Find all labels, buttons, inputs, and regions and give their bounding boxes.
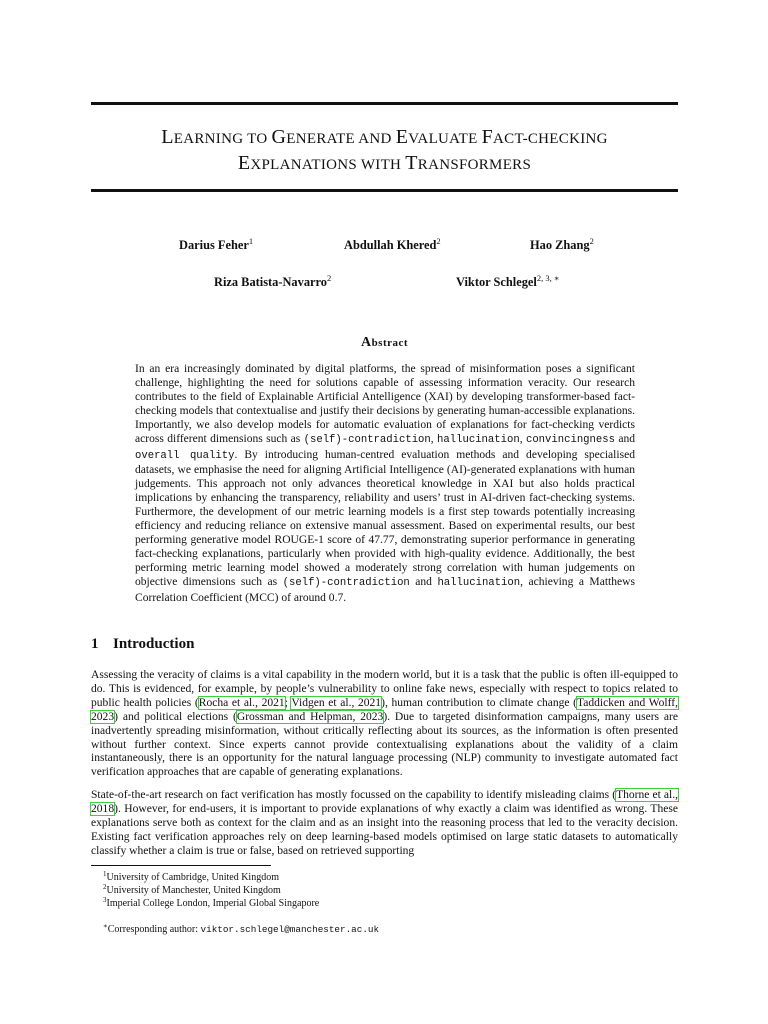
citation-link[interactable]: Thorne et al., 2018 <box>91 789 679 815</box>
footnote-marker: ∗ <box>103 922 108 930</box>
citation-link[interactable]: Vidgen et al., 2021 <box>291 696 382 709</box>
title-capital: F <box>481 126 494 148</box>
title-smallcaps: XPLANATIONS WITH <box>250 157 406 173</box>
code-term: overall quality <box>135 449 235 462</box>
title-rule-bottom <box>91 189 678 192</box>
text-run: , <box>430 433 438 446</box>
footnote-marker: 2 <box>103 883 107 891</box>
footnote-label: Corresponding author: <box>107 924 201 935</box>
author-abdullah-khered <box>344 236 441 253</box>
text-run: , achieving a Matthews Correlation Coefficient (MCC) of around 0.7. <box>135 576 635 604</box>
title-capital: G <box>271 126 287 148</box>
author-affiliation: 2 <box>327 273 332 283</box>
section-heading-introduction <box>91 636 194 653</box>
author-name: Abdullah Khered <box>344 238 437 252</box>
intro-paragraph-2 <box>91 789 678 859</box>
text-run: ; <box>284 696 292 709</box>
text-run: . By introducing human-centred evaluation methods and developing specialised datasets, we emphasise the need for aligning Artificial Intelligence (AI)-generated explanations with human judgements. This approach not only advances theoretical knowledge in XAI but also holds practical implications by enhancing the transparency, reliability and users’ trust in AI-driven fact-checking systems. Furthermore, the development of our metric learning models is a first step towards potentially increasing efficiency and reducing reliance on extensive manual assessment. Based on experimental results, our best performing generative model ROUGE-1 score of 47.77, demonstrating superior performance in generating fact-checking explanations, particularly when provided with high-quality evidence. Additionally, the best performing metric learning model showed a moderately strong correlation with human judgements on objective dimensions such as <box>135 448 635 589</box>
author-name: Viktor Schlegel <box>456 275 537 289</box>
footnote-affiliation-3 <box>103 894 319 910</box>
citation-link[interactable]: Grossman and Helpman, 2023 <box>236 710 384 723</box>
intro-paragraph-1 <box>91 669 678 780</box>
title-smallcaps: EARNING TO <box>173 131 272 147</box>
abstract-text <box>135 362 635 605</box>
text-run: ), human contribution to climate change ( <box>381 696 578 709</box>
footnote-text: University of Cambridge, United Kingdom <box>106 872 279 883</box>
footnote-marker: 3 <box>103 896 107 904</box>
author-riza-batista-navarro <box>214 273 331 290</box>
title-capital: E <box>237 152 251 174</box>
author-name: Darius Feher <box>179 238 249 252</box>
footnote-marker: 1 <box>103 870 107 878</box>
text-run: ). However, for end-users, it is important to provide explanations of why exactly a claim was identified as wrong. These explanations serve both as context for the claim and as an insight into the reasoning process that led to the veracity decision. Existing fact verification approaches rely on deep learning-based models optimised on large static datasets to automatically classify whether a claim is true or false, based on retrieved supporting <box>91 802 678 857</box>
paper-title-line-1 <box>91 124 678 152</box>
author-name: Hao Zhang <box>530 238 590 252</box>
code-term: convincingness <box>525 434 615 447</box>
paper-title-line-2 <box>91 150 678 178</box>
abstract-heading-rest: bstract <box>371 337 409 349</box>
text-run: ) and political elections ( <box>114 710 237 723</box>
abstract-heading-cap: A <box>360 335 372 350</box>
title-smallcaps: ENERATE AND <box>286 131 396 147</box>
code-term: (self)-contradiction <box>282 577 410 590</box>
author-viktor-schlegel <box>456 273 560 290</box>
author-affiliation: 2 <box>436 236 441 246</box>
title-capital: L <box>161 126 174 148</box>
title-rule-top <box>91 102 678 105</box>
author-name: Riza Batista-Navarro <box>214 275 327 289</box>
text-run: ). Due to targeted disinformation campaigns, many users are inadvertently spreading misinformation, without critically reflecting about its sources, as the information is often presented without further context. Since experts cannot provide contextualising explanations about the validity of a claim instantaneously, there is an opportunity for the natural language processing (NLP) community to investigate automated fact verification approaches that are capable of generating explanations. <box>91 710 679 779</box>
footnote-text: University of Manchester, United Kingdom <box>106 885 281 896</box>
title-capital: T <box>405 152 418 174</box>
footnote-text: Imperial College London, Imperial Global Singapore <box>106 898 320 909</box>
footnote-rule <box>91 865 271 866</box>
title-smallcaps: ACT-CHECKING <box>493 131 608 147</box>
code-term: (self)-contradiction <box>303 434 431 447</box>
text-run: In an era increasingly dominated by digital platforms, the spread of misinformation poses a significant challenge, highlighting the need for solutions capable of assessing information veracity. Our research contributes to the field of Explainable Artificial Antelligence (XAI) by developing transformer-based fact-checking models that contextualise and justify their decisions by generating human-accessible explanations. Importantly, we also develop models for automatic evaluation of explanations for fact-checking verdicts across different dimensions such as <box>135 363 635 446</box>
author-darius-feher <box>179 236 253 253</box>
code-term: hallucination <box>437 577 521 590</box>
author-affiliation: 2 <box>589 236 594 246</box>
text-run: and <box>409 576 438 589</box>
section-title: Introduction <box>113 636 195 652</box>
title-capital: E <box>395 126 409 148</box>
author-affiliation: 2, 3, ∗ <box>536 273 560 283</box>
abstract-heading <box>91 335 678 351</box>
text-run: State-of-the-art research on fact verification has mostly focussed on the capability to identify misleading claims ( <box>91 789 617 801</box>
footnote-corresponding-author <box>103 920 379 936</box>
section-number: 1 <box>91 636 99 652</box>
citation-link[interactable]: Rocha et al., 2021 <box>198 696 285 709</box>
text-run: Assessing the veracity of claims is a vital capability in the modern world, but it is a task that the public is often ill-equipped to do. This is evidenced, for example, by people’s vulnerability to online fake news, especially with respect to topics related to public health policies ( <box>91 669 678 709</box>
author-hao-zhang <box>530 236 594 253</box>
corresponding-email-link[interactable]: viktor.schlegel@manchester.ac.uk <box>200 924 380 935</box>
text-run: , <box>519 433 526 446</box>
code-term: hallucination <box>437 434 520 447</box>
text-run: and <box>614 433 636 446</box>
citation-link[interactable]: Taddicken and Wolff, 2023 <box>91 696 678 723</box>
title-smallcaps: RANSFORMERS <box>417 157 532 173</box>
author-affiliation: 1 <box>248 236 254 246</box>
title-smallcaps: VALUATE <box>408 131 482 147</box>
